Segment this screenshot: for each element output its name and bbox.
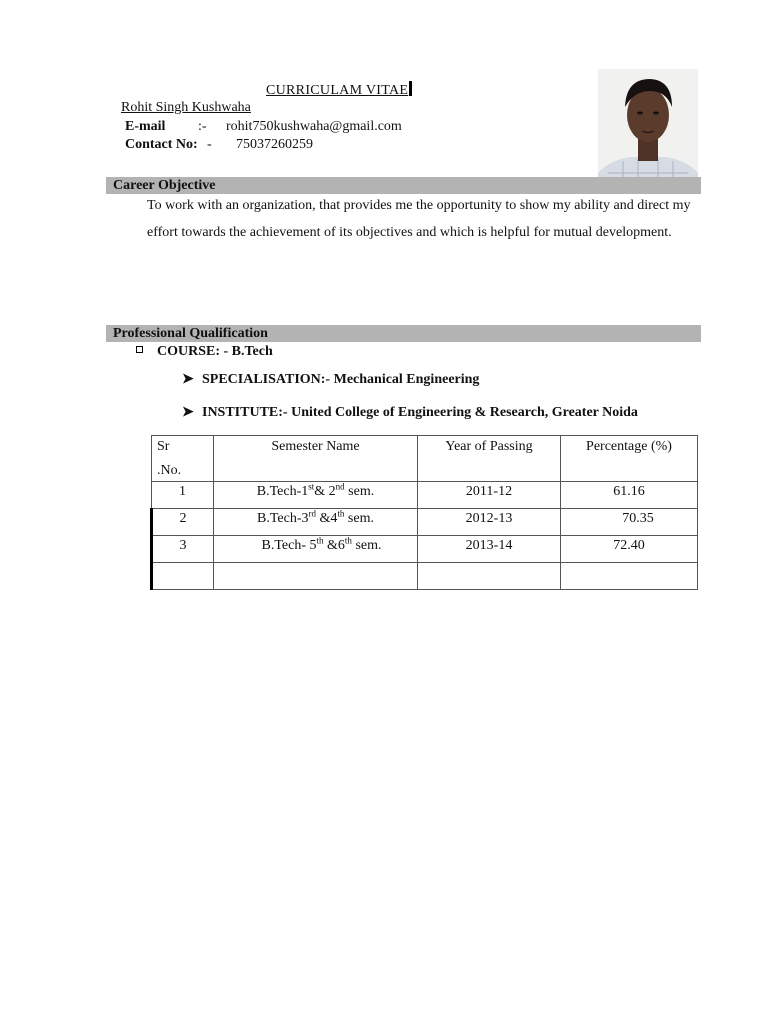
contact-label: Contact No: — [125, 137, 198, 152]
email-label: E-mail — [125, 119, 166, 134]
cell-empty — [152, 563, 214, 590]
cell-empty — [418, 563, 561, 590]
cell-year: 2013-14 — [418, 536, 561, 563]
cell-year: 2012-13 — [418, 509, 561, 536]
cell-semester: B.Tech-3rd &4th sem. — [214, 509, 418, 536]
institute-item: ➤ INSTITUTE:- United College of Engineering & Research, Greater Noida — [182, 405, 638, 420]
header-sr-no: Sr .No. — [152, 436, 214, 482]
header-semester-name: Semester Name — [214, 436, 418, 482]
table-header-row — [152, 436, 698, 482]
cell-percentage: 72.40 — [561, 536, 698, 563]
cell-sr: 3 — [152, 536, 214, 563]
course-bullet: COURSE: - B.Tech — [136, 344, 273, 360]
cell-semester: B.Tech- 5th &6th sem. — [214, 536, 418, 563]
document-title: CURRICULAM VITAE — [266, 81, 412, 99]
cell-sr: 2 — [152, 509, 214, 536]
section-professional-qualification: Professional Qualification — [106, 325, 701, 342]
cell-sr: 1 — [152, 482, 214, 509]
semester-table — [150, 435, 698, 590]
candidate-name: Rohit Singh Kushwaha — [121, 100, 251, 115]
table-row-empty — [152, 563, 698, 590]
arrow-bullet-icon: ➤ — [182, 405, 194, 420]
cell-percentage: 70.35 — [561, 509, 698, 536]
table-row — [152, 482, 698, 509]
contact-value: 75037260259 — [236, 137, 313, 152]
email-separator: :- — [198, 119, 207, 134]
square-bullet-icon — [136, 346, 143, 353]
specialisation-item: ➤ SPECIALISATION:- Mechanical Engineering — [182, 372, 480, 387]
header-percentage: Percentage (%) — [561, 436, 698, 482]
career-objective-text: To work with an organization, that provides me the opportunity to show my ability and direct my effort towards the achievement of its objectives and which is helpful for mutual development. — [147, 198, 691, 240]
cell-semester: B.Tech-1st& 2nd sem. — [214, 482, 418, 509]
cell-year: 2011-12 — [418, 482, 561, 509]
arrow-bullet-icon: ➤ — [182, 372, 194, 387]
text-cursor — [409, 81, 412, 96]
cell-empty — [561, 563, 698, 590]
cell-percentage: 61.16 — [561, 482, 698, 509]
person-photo-illustration — [598, 69, 698, 193]
cell-empty — [214, 563, 418, 590]
section-career-objective: Career Objective — [106, 177, 701, 194]
table-row — [152, 536, 698, 563]
table-row — [152, 509, 698, 536]
candidate-photo — [598, 69, 698, 193]
email-value: rohit750kushwaha@gmail.com — [226, 119, 402, 134]
header-year-of-passing: Year of Passing — [418, 436, 561, 482]
contact-separator: - — [207, 137, 212, 152]
